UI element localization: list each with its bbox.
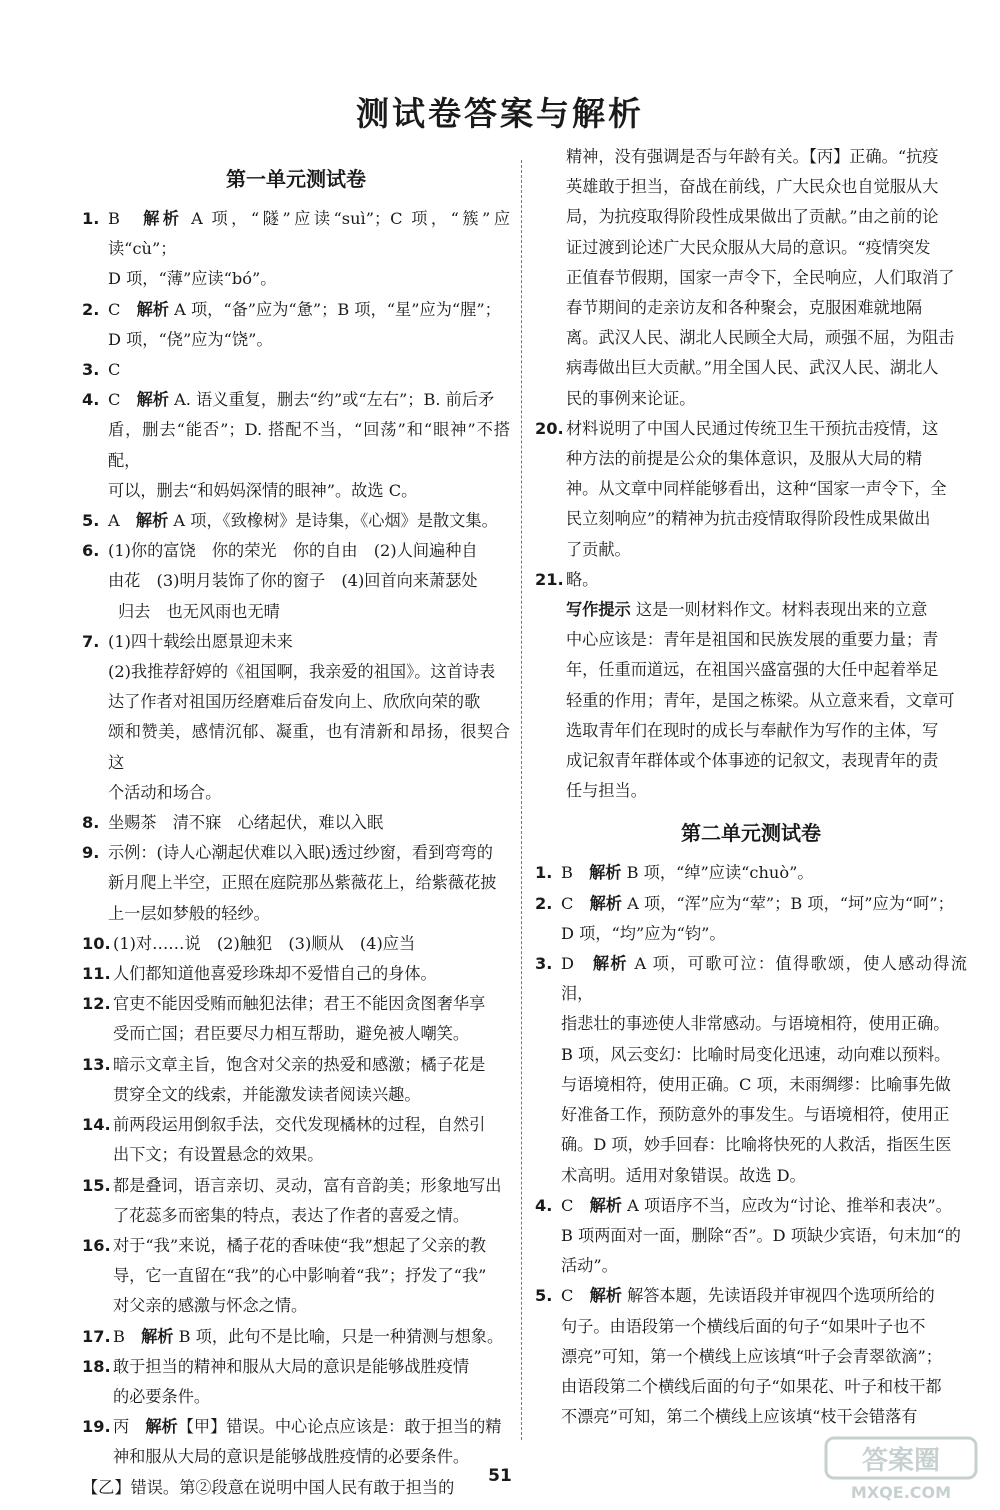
- item-text: 术高明。适用对象错误。故选 D。: [561, 1165, 806, 1185]
- item-text: 精神，没有强调是否与年龄有关。【丙】正确。“抗疫: [566, 147, 939, 166]
- item-text: 了贡献。: [566, 539, 631, 559]
- answer-item-8: [82, 808, 510, 838]
- item-text: 受而亡国；君臣要尽力相互帮助，避免被人嘲笑。: [113, 1024, 470, 1044]
- item-text: 年，任重而道远，在祖国兴盛富强的大任中起着举足: [566, 660, 939, 680]
- item-text: 不漂亮”可知，第二个横线上应该填“枝干会错落有: [561, 1407, 918, 1427]
- analysis-tag: 解析: [136, 299, 169, 319]
- item-text: 示例：(诗人心潮起伏难以入眠)透过纱窗，看到弯弯的: [108, 843, 493, 863]
- item-text: 好准备工作，预防意外的事发生。与语境相符，使用正: [561, 1105, 950, 1125]
- item-text: D 项，“均”应为“钧”。: [561, 923, 726, 943]
- answer-item-19-continued: [535, 142, 967, 414]
- answer-item-18: [82, 1352, 510, 1412]
- watermark-logo: [822, 1434, 982, 1504]
- item-text: 活动”。: [561, 1256, 618, 1276]
- item-text: D 项，“侥”应为“饶”。: [108, 329, 273, 349]
- analysis-tag: 解析: [143, 209, 183, 228]
- answer-letter: B: [108, 209, 120, 228]
- item-number: 17.: [82, 1326, 111, 1346]
- item-number: 12.: [82, 994, 111, 1014]
- item-number: 9.: [82, 843, 100, 863]
- item-text: 证过渡到论述广大民众服从大局的意识。“疫情突发: [566, 237, 931, 257]
- answer-letter: B: [561, 863, 573, 883]
- item-text: 了花蕊多而密集的特点，表达了作者的喜爱之情。: [113, 1205, 470, 1225]
- item-text: 成记叙青年群体或个体事迹的记叙文，表现青年的责: [566, 751, 939, 771]
- answer-item-16: [82, 1231, 510, 1322]
- item-text: 坐赐茶 清不寐 心绪起伏，难以入眠: [108, 813, 384, 833]
- item-text: 材料说明了中国人民通过传统卫生干预抗击疫情，这: [566, 418, 939, 438]
- item-text: 人们都知道他喜爱珍珠却不爱惜自己的身体。: [113, 964, 437, 984]
- item-text: 个活动和场合。: [108, 782, 222, 802]
- item-text: 轻重的作用；青年，是国之栋梁。从立意来看，文章可: [566, 690, 955, 710]
- item-text: B 项，风云变幻：比喻时局变化迅速，动向难以预料。: [561, 1044, 951, 1064]
- answer-item-21: [535, 565, 967, 807]
- answer-item-13: [82, 1050, 510, 1110]
- answer-item-1: [82, 204, 510, 295]
- page-title: 测试卷答案与解析: [356, 94, 644, 133]
- answer-letter: A: [108, 511, 120, 531]
- item-number: 18.: [82, 1356, 111, 1376]
- analysis-tag: 解析: [589, 893, 622, 913]
- item-text: 病毒做出巨大贡献。”用全国人民、武汉人民、湖北人: [566, 358, 939, 378]
- unit2-title: 第二单元测试卷: [681, 821, 821, 846]
- answer-item-6: [82, 536, 510, 627]
- writing-tip-tag: 写作提示: [566, 600, 631, 620]
- item-number: 15.: [82, 1175, 111, 1195]
- analysis-tag: 解析: [141, 1326, 174, 1346]
- item-number: 11.: [82, 964, 111, 984]
- item-number: 21.: [535, 569, 564, 589]
- item-number: 20.: [535, 418, 564, 438]
- item-text: 出下文；有设置悬念的效果。: [113, 1145, 324, 1165]
- item-text: A 项，“备”应为“惫”；B 项，“星”应为“腥”；: [174, 299, 501, 319]
- answer-item-15: [82, 1171, 510, 1231]
- answer-item-10: [82, 929, 510, 959]
- item-text: 民的事例来论证。: [566, 388, 696, 408]
- analysis-tag: 解析: [589, 863, 622, 883]
- item-text: 新月爬上半空，正照在庭院那丛紫薇花上，给紫薇花披: [108, 873, 497, 893]
- item-text: 句子。由语段第一个横线后面的句子“如果叶子也不: [561, 1316, 926, 1336]
- item-text: 官吏不能因受贿而触犯法律；君王不能因贪图奢华享: [113, 994, 486, 1014]
- item-number: 3.: [535, 954, 553, 974]
- item-number: 5.: [82, 511, 100, 531]
- unit2-answer-item-1: [535, 858, 967, 888]
- right-column: [535, 142, 967, 1432]
- item-text: A 项，《致橡树》是诗集，《心烟》是散文集。: [173, 511, 498, 531]
- item-text: 敢于担当的精神和服从大局的意识是能够战胜疫情: [113, 1356, 470, 1376]
- item-number: 3.: [82, 360, 100, 380]
- answer-letter: C: [108, 360, 121, 380]
- answer-item-12: [82, 989, 510, 1049]
- answer-letter: C: [108, 299, 121, 319]
- answer-letter: D: [561, 954, 574, 974]
- item-text: A 项，可歌可泣：值得歌颂，使人感动得流泪，: [561, 954, 967, 1004]
- item-text: 与语境相符，使用正确。C 项，未雨绸缪：比喻事先做: [561, 1074, 951, 1094]
- item-text: 局，为抗疫取得阶段性成果做出了贡献。”由之前的论: [566, 207, 939, 227]
- item-number: 8.: [82, 813, 100, 833]
- item-number: 2.: [82, 299, 100, 319]
- answer-letter: C: [561, 1195, 574, 1215]
- item-text: 由语段第二个横线后面的句子“如果花、叶子和枝干都: [561, 1376, 942, 1396]
- item-text: (1)你的富饶 你的荣光 你的自由 (2)人间遍种自: [108, 541, 478, 561]
- item-text: 都是叠词，语言亲切、灵动，富有音韵美；形象地写出: [113, 1175, 502, 1195]
- item-text: A 项语序不当，应改为“讨论、推举和表决”。: [627, 1195, 952, 1215]
- unit2-answer-item-5: [535, 1281, 967, 1432]
- answer-item-3: [82, 355, 510, 385]
- answer-letter: C: [561, 893, 574, 913]
- item-text: 导，它一直留在“我”的心中影响着“我”；抒发了“我”: [113, 1266, 487, 1286]
- column-divider: [521, 160, 522, 1440]
- item-text: 达了作者对祖国历经磨难后奋发向上、欣欣向荣的歌: [108, 692, 481, 712]
- item-text: 指悲壮的事迹使人非常感动。与语境相符，使用正确。: [561, 1014, 950, 1034]
- item-text: (1)对……说 (2)触犯 (3)顺从 (4)应当: [113, 933, 416, 953]
- watermark-text: 答案圈: [861, 1446, 941, 1476]
- item-text: 盾，删去“能否”；D. 搭配不当，“回荡”和“眼神”不搭配，: [108, 420, 510, 470]
- answer-item-19: [82, 1412, 510, 1503]
- item-number: 7.: [82, 631, 100, 651]
- item-text: 【甲】错误。中心论点应该是：敢于担当的精: [177, 1417, 502, 1437]
- analysis-tag: 解析: [589, 1286, 622, 1306]
- answer-letter: 丙: [113, 1417, 130, 1437]
- answer-item-5: [82, 506, 510, 536]
- left-column: [82, 158, 510, 1503]
- item-text: 略。: [566, 569, 599, 589]
- item-text: B 项，“绰”应读“chuò”。: [626, 863, 814, 883]
- answer-item-20: [535, 414, 967, 565]
- unit1-title: 第一单元测试卷: [226, 167, 366, 191]
- item-text: D 项，“薄”应读“bó”。: [108, 269, 277, 289]
- item-text: 民立刻响应”的精神为抗击疫情取得阶段性成果做出: [566, 509, 931, 529]
- unit2-answer-item-3: [535, 949, 967, 1191]
- unit2-answer-item-2: [535, 889, 967, 949]
- item-text: 贯穿全文的线索，并能激发读者阅读兴趣。: [113, 1084, 421, 1104]
- analysis-tag: 解析: [145, 1417, 178, 1437]
- item-text: (2)我推荐舒婷的《祖国啊，我亲爱的祖国》。这首诗表: [108, 662, 496, 682]
- item-number: 4.: [535, 1195, 553, 1215]
- answer-item-11: [82, 959, 510, 989]
- item-text: 颂和赞美，感情沉郁、凝重，也有清新和昂扬，很契合这: [108, 722, 510, 772]
- item-text: 春节期间的走亲访友和各种聚会，克服困难就地隔: [566, 298, 923, 318]
- item-text: 归去 也无风雨也无晴: [118, 601, 280, 621]
- item-text: 选取青年们在现时的成长与奉献作为写作的主体，写: [566, 720, 939, 740]
- item-text: 可以，删去“和妈妈深情的眼神”。故选 C。: [108, 480, 418, 500]
- item-text: A 项，“浑”应为“荤”；B 项，“坷”应为“呵”；: [627, 893, 954, 913]
- analysis-tag: 解析: [135, 511, 169, 531]
- item-text: 解答本题，先读语段并审视四个选项所给的: [627, 1286, 935, 1306]
- answer-letter: C: [561, 1286, 574, 1306]
- item-text: 中心应该是：青年是祖国和民族发展的重要力量；青: [566, 630, 939, 650]
- item-text: 由花 (3)明月装饰了你的窗子 (4)回首向来萧瑟处: [108, 571, 478, 591]
- item-text: 对父亲的感激与怀念之情。: [113, 1296, 308, 1316]
- item-number: 5.: [535, 1286, 553, 1306]
- answer-item-2: [82, 295, 510, 355]
- item-text: B 项两面对一面，删除“否”。D 项缺少宾语，句末加“的: [561, 1225, 961, 1245]
- item-text: 漂亮”可知，第一个横线上应该填“叶子会青翠欲滴”；: [561, 1346, 942, 1366]
- item-number: 14.: [82, 1115, 111, 1135]
- analysis-tag: 解析: [589, 1195, 622, 1215]
- answer-item-9: [82, 838, 510, 929]
- item-text: 种方法的前提是公众的集体意识，及服从大局的精: [566, 449, 923, 469]
- answer-item-7: [82, 627, 510, 808]
- item-text: 【乙】错误。第②段意在说明中国人民有敢于担当的: [82, 1477, 455, 1497]
- unit2-answer-item-4: [535, 1191, 967, 1282]
- item-text: 对于“我”来说，橘子花的香味使“我”想起了父亲的教: [113, 1235, 487, 1255]
- item-number: 16.: [82, 1235, 111, 1255]
- item-text: (1)四十载绘出愿景迎未来: [108, 631, 293, 651]
- analysis-tag: 解析: [592, 954, 628, 974]
- item-number: 19.: [82, 1417, 111, 1437]
- item-text: 上一层如梦般的轻纱。: [108, 903, 270, 923]
- answer-letter: C: [108, 390, 121, 410]
- item-text: 前两段运用倒叙手法，交代发现橘林的过程，自然引: [113, 1115, 486, 1135]
- item-text: 离。武汉人民、湖北人民顾全大局，顽强不屈，为阻击: [566, 328, 955, 348]
- analysis-tag: 解析: [136, 390, 169, 410]
- item-number: 10.: [82, 933, 111, 953]
- item-text: 确。D 项，妙手回春：比喻将快死的人救活，指医生医: [561, 1135, 952, 1155]
- watermark-url: MXQE.COM: [850, 1483, 952, 1502]
- item-number: 4.: [82, 390, 100, 410]
- item-number: 6.: [82, 541, 100, 561]
- item-text: 暗示文章主旨，饱含对父亲的热爱和感激；橘子花是: [113, 1054, 486, 1074]
- answer-letter: B: [113, 1326, 125, 1346]
- item-text: A 项，“隧”应读“suì”；C 项，“簇”应读“cù”；: [108, 209, 511, 259]
- answer-item-14: [82, 1110, 510, 1170]
- item-text: B 项，此句不是比喻，只是一种猜测与想象。: [178, 1326, 504, 1346]
- item-number: 1.: [535, 863, 553, 883]
- item-text: 神和服从大局的意识是能够战胜疫情的必要条件。: [113, 1447, 470, 1467]
- answer-item-4: [82, 385, 510, 506]
- item-text: 这是一则材料作文。材料表现出来的立意: [635, 600, 928, 620]
- item-text: 的必要条件。: [113, 1386, 211, 1406]
- item-number: 13.: [82, 1054, 111, 1074]
- item-text: 任与担当。: [566, 781, 647, 801]
- item-text: 英雄敢于担当，奋战在前线，广大民众也自觉服从大: [566, 177, 939, 197]
- item-text: A. 语义重复，删去“约”或“左右”；B. 前后矛: [174, 390, 495, 410]
- item-number: 1.: [82, 209, 100, 228]
- item-number: 2.: [535, 893, 553, 913]
- answer-item-17: [82, 1322, 510, 1352]
- item-text: 神。从文章中同样能够看出，这种“国家一声令下，全: [566, 479, 947, 499]
- item-text: 正值春节假期，国家一声令下，全民响应，人们取消了: [566, 267, 955, 287]
- page-number: 51: [488, 1466, 512, 1486]
